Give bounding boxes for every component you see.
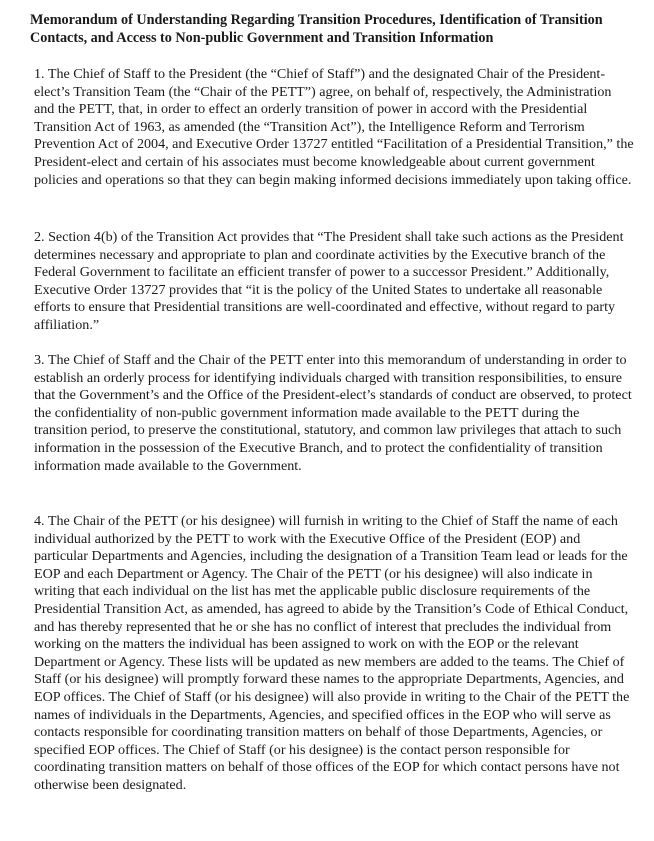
paragraph-2: 2. Section 4(b) of the Transition Act provides that “The President shall take such actions as the President determines necessary and appropriate to plan and coordinate activities by the Executive branch of the Federal Government to facilitate an efficient transfer of power to a successor President.” Additionally, Executive Order 13727 provides that “it is the policy of the United States to undertake all reasonable efforts to ensure that Presidential transitions are well-coordinated and effective, without regard to party affiliation.” xyxy=(34,229,624,333)
document-title: Memorandum of Understanding Regarding Transition Procedures, Identification of Transition Contacts, and Access to Non-public Government and Transition Information xyxy=(30,12,603,46)
paragraph-3: 3. The Chief of Staff and the Chair of the PETT enter into this memorandum of understanding in order to establish an orderly process for identifying individuals charged with transition responsibilities, to ensure that the Government’s and the Office of the President-elect’s standards of conduct are observed, to protect the confidentiality of non-public government information made available to the PETT during the transition period, to preserve the constitutional, statutory, and common law privileges that attach to such information in the possession of the Executive Branch, and to protect the confidentiality of transition information made available to the Government. xyxy=(34,352,632,474)
paragraph-4: 4. The Chair of the PETT (or his designee) will furnish in writing to the Chief of Staff the name of each individual authorized by the PETT to work with the Executive Office of the President (EOP) and particular Departments and Agencies, including the designation of a Transition Team lead or leads for the EOP and each Department or Agency. The Chair of the PETT (or his designee) will also indicate in writing that each individual on the list has met the applicable public disclosure requirements of the Presidential Transition Act, as amended, has agreed to abide by the Transition’s Code of Ethical Conduct, and has thereby represented that he or she has no conflict of interest that precludes the individual from working on the matters the individual has been assigned to work on with the EOP or the relevant Department or Agency. These lists will be updated as new members are added to the teams. The Chief of Staff (or his designee) will promptly forward these names to the appropriate Departments, Agencies, and EOP offices. The Chief of Staff (or his designee) will also provide in writing to the Chair of the PETT the names of individuals in the Departments, Agencies, and specified offices in the EOP who will serve as contacts responsible for coordinating transition matters on behalf of those Departments, Agencies, or specified EOP offices. The Chief of Staff (or his designee) is the contact person responsible for coordinating transition matters on behalf of those offices of the EOP for which contact persons have not otherwise been designated. xyxy=(34,513,630,793)
paragraph-1: 1. The Chief of Staff to the President (the “Chief of Staff”) and the designated Chair of the President-elect’s Transition Team (the “Chair of the PETT”) agree, on behalf of, respectively, the Administration and the PETT, that, in order to effect an orderly transition of power in accord with the Presidential Transition Act of 1963, as amended (the “Transition Act”), the Intelligence Reform and Terrorism Prevention Act of 2004, and Executive Order 13727 entitled “Facilitation of a Presidential Transition,” the President-elect and certain of his associates must become knowledgeable about current government policies and operations so that they can begin making informed decisions immediately upon taking office. xyxy=(34,66,634,188)
